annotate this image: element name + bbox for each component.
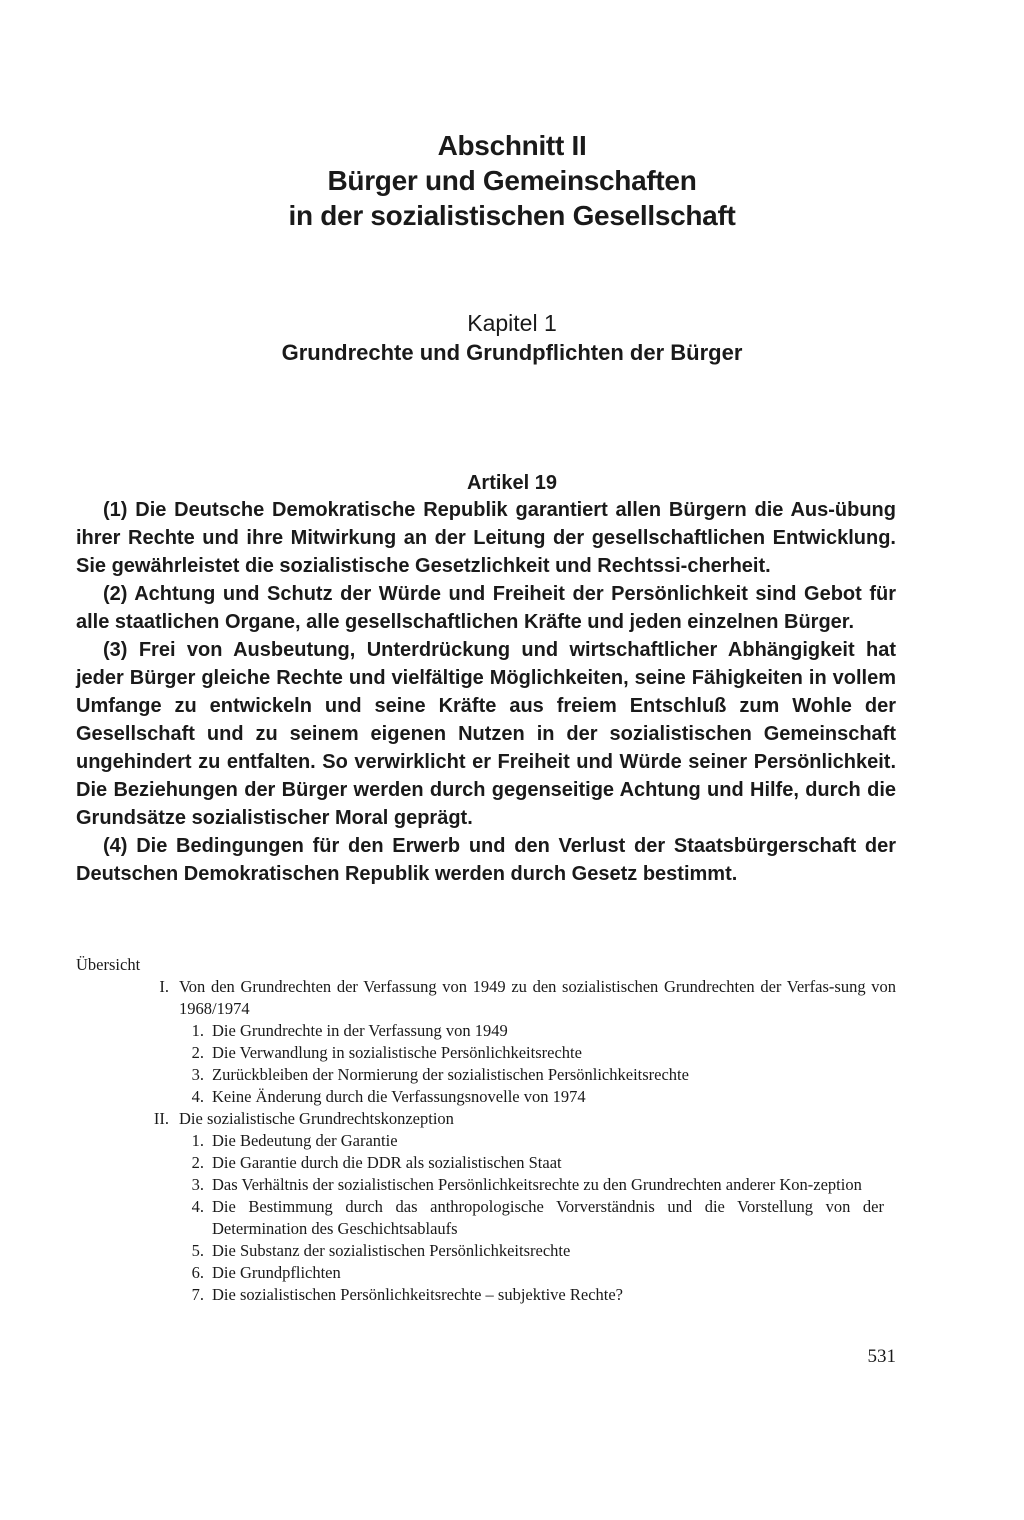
toc-item-text: Die sozialistischen Persönlichkeitsrechte – subjektive Rechte? [212,1285,624,1304]
toc-section-text: Die sozialistische Grundrechtskonzeption [179,1109,454,1128]
toc-section-number: II. [153,1109,169,1128]
toc-item-number: 3. [191,1065,204,1084]
toc-item [179,1196,896,1240]
section-heading [0,128,1024,233]
toc-section [144,1108,896,1130]
chapter-title: Grundrechte und Grundpflichten der Bürger [281,340,743,365]
toc-item [179,1152,896,1174]
toc-item-number: 4. [191,1087,204,1106]
toc-item-number: 7. [191,1285,204,1304]
toc-item [179,1064,896,1086]
toc-item-text: Keine Änderung durch die Verfassungsnovelle von 1974 [212,1087,586,1106]
toc-item-number: 3. [191,1175,204,1194]
toc-item-text: Die Grundpflichten [212,1263,341,1282]
toc-section-number: I. [159,977,169,996]
toc-item [179,1042,896,1064]
toc-item-text: Die Bestimmung durch das anthropologische Vorverständnis und die Vorstellung von der Determination des Geschichtsablaufs [212,1197,884,1238]
toc-section-text: Von den Grundrechten der Verfassung von 1949 zu den sozialistischen Grundrechten der Verfas-sung von 1968/1974 [179,977,896,1018]
toc-item-text: Die Verwandlung in sozialistische Persönlichkeitsrechte [212,1043,582,1062]
toc-item [179,1240,896,1262]
overview-title: Übersicht [76,955,141,974]
toc-item-number: 6. [191,1263,204,1282]
toc-item-number: 4. [191,1197,204,1216]
toc-item-text: Zurückbleiben der Normierung der sozialistischen Persönlichkeitsrechte [212,1065,689,1084]
chapter-number: Kapitel 1 [467,310,557,336]
toc-item-number: 2. [191,1153,204,1172]
section-heading-line-1: Abschnitt II [437,130,587,161]
article-body [76,496,896,888]
toc-item [179,1262,896,1284]
toc-item [179,1130,896,1152]
toc-item [179,1284,896,1306]
section-heading-line-3: in der sozialistischen Gesellschaft [288,200,736,231]
toc-item [179,1086,896,1108]
toc-item-text: Die Garantie durch die DDR als sozialistischen Staat [212,1153,562,1172]
toc-item-number: 1. [191,1131,204,1150]
toc-item-number: 1. [191,1021,204,1040]
article-paragraph-4: (4) Die Bedingungen für den Erwerb und den Verlust der Staatsbürgerschaft der Deutschen Demokratischen Republik werden durch Gesetz bestimmt. [76,835,896,885]
article-title: Artikel 19 [466,472,558,494]
toc-item [179,1174,896,1196]
toc-item-text: Die Substanz der sozialistischen Persönlichkeitsrechte [212,1241,571,1260]
section-heading-line-2: Bürger und Gemeinschaften [327,165,697,196]
toc-item-number: 5. [191,1241,204,1260]
overview [76,954,896,1306]
toc-item-text: Die Grundrechte in der Verfassung von 1949 [212,1021,508,1040]
page-number: 531 [867,1346,896,1367]
toc-item-number: 2. [191,1043,204,1062]
article-paragraph-1: (1) Die Deutsche Demokratische Republik garantiert allen Bürgern die Aus-übung ihrer Rechte und ihre Mitwirkung an der Leitung der gesellschaftlichen Entwicklung. Sie gewährleistet die sozialistische Gesetzlichkeit und Rechtssi-cherheit. [76,499,896,577]
article-paragraph-3: (3) Frei von Ausbeutung, Unterdrückung und wirtschaftlicher Abhängigkeit hat jeder Bürger gleiche Rechte und vielfältige Möglichkeiten, seine Fähigkeiten in vollem Umfange zu entwickeln und seine Kräfte aus freiem Entschluß zum Wohle der Gesellschaft und zu seinem eigenen Nutzen in der sozialistischen Gemeinschaft ungehindert zu entfalten. So verwirklicht er Freiheit und Würde seiner Persönlichkeit. Die Beziehungen der Bürger werden durch gegenseitige Achtung und Hilfe, durch die Grundsätze sozialistischer Moral geprägt. [76,639,896,829]
toc-section [144,976,896,1020]
toc-item-text: Die Bedeutung der Garantie [212,1131,398,1150]
toc-item [179,1020,896,1042]
toc-item-text: Das Verhältnis der sozialistischen Persönlichkeitsrechte zu den Grundrechten anderer Kon-zeption [212,1175,862,1194]
article-paragraph-2: (2) Achtung und Schutz der Würde und Freiheit der Persönlichkeit sind Gebot für alle staatlichen Organe, alle gesellschaftlichen Kräfte und jeden einzelnen Bürger. [76,583,896,633]
